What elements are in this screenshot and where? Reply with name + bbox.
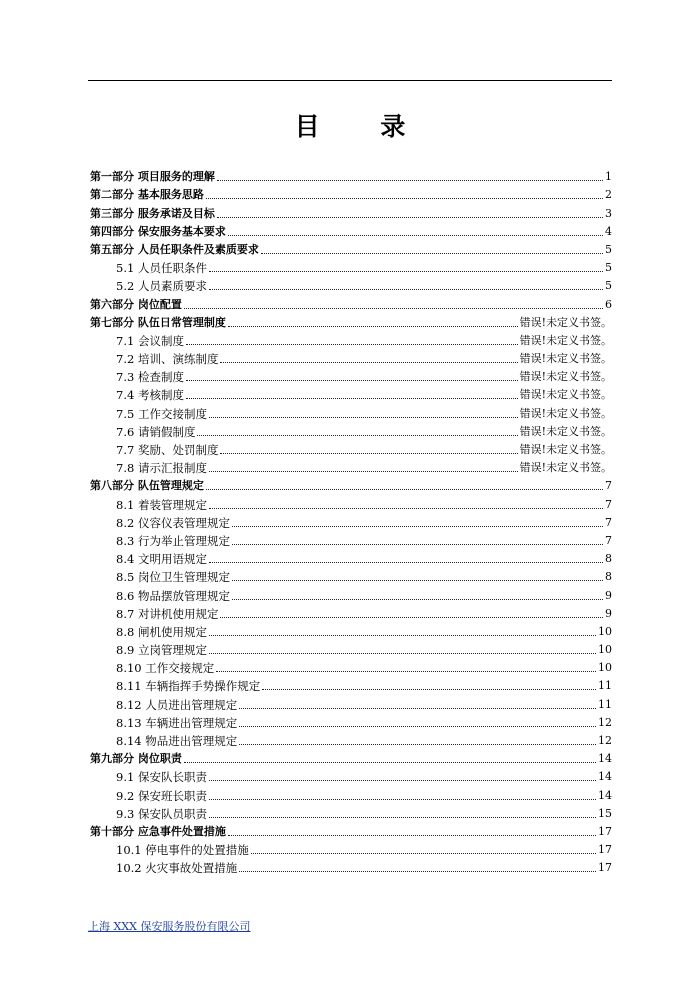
page-title: 目 录 <box>294 112 432 141</box>
toc-dot-leader <box>261 250 603 254</box>
toc-dot-leader <box>239 705 596 709</box>
toc-sub-entry[interactable] <box>88 548 612 566</box>
toc-entry-label: 8.12 人员进出管理规定 <box>116 697 238 712</box>
toc-page-number: 14 <box>598 752 612 766</box>
toc-part-entry[interactable] <box>88 312 612 330</box>
toc-sub-entry[interactable] <box>88 857 612 875</box>
toc-dot-leader <box>232 577 603 581</box>
footer-company-link[interactable]: 上海 XXX 保安服务股份有限公司 <box>88 920 251 933</box>
toc-entry-label: 第三部分 服务承诺及目标 <box>90 206 215 220</box>
toc-page-number: 3 <box>605 206 612 220</box>
toc-entry-label: 7.6 请销假制度 <box>116 424 196 439</box>
toc-sub-entry[interactable] <box>88 493 612 511</box>
toc-sub-entry[interactable] <box>88 639 612 657</box>
toc-dot-leader <box>209 814 596 818</box>
toc-entry-label: 7.3 检查制度 <box>116 370 184 385</box>
toc-page-number: 10 <box>598 624 612 638</box>
toc-entry-label: 第二部分 基本服务思路 <box>90 188 204 202</box>
toc-page-number: 错误!未定义书签。 <box>519 315 612 329</box>
toc-sub-entry[interactable] <box>88 512 612 530</box>
toc-page-number: 错误!未定义书签。 <box>519 424 612 438</box>
toc-sub-entry[interactable] <box>88 766 612 784</box>
toc-entry-label: 9.1 保安队长职责 <box>116 770 207 785</box>
table-of-contents <box>88 166 612 875</box>
toc-entry-label: 第六部分 岗位配置 <box>90 297 182 311</box>
toc-dot-leader <box>209 650 596 654</box>
toc-part-entry[interactable] <box>88 184 612 202</box>
toc-page-number: 12 <box>598 715 612 729</box>
toc-entry-label: 第四部分 保安服务基本要求 <box>90 224 226 238</box>
toc-page-number: 12 <box>598 734 612 747</box>
toc-sub-entry[interactable] <box>88 330 612 348</box>
toc-entry-label: 8.14 物品进出管理规定 <box>116 734 238 748</box>
toc-entry-label: 10.1 停电事件的处置措施 <box>116 843 249 858</box>
toc-page-number: 2 <box>605 188 612 202</box>
toc-entry-label: 5.2 人员素质要求 <box>116 279 207 294</box>
toc-page-number: 17 <box>598 861 612 875</box>
toc-sub-entry[interactable] <box>88 584 612 602</box>
toc-entry-label: 8.7 对讲机使用规定 <box>116 606 219 621</box>
toc-dot-leader <box>209 777 596 781</box>
toc-entry-label: 第七部分 队伍日常管理制度 <box>90 315 226 329</box>
toc-part-entry[interactable] <box>88 475 612 493</box>
toc-page-number: 14 <box>598 788 612 802</box>
toc-dot-leader <box>209 414 518 418</box>
toc-page-number: 17 <box>598 843 612 857</box>
toc-entry-label: 8.4 文明用语规定 <box>116 552 207 567</box>
toc-entry-label: 8.11 车辆指挥手势操作规定 <box>116 679 261 694</box>
toc-entry-label: 7.2 培训、演练制度 <box>116 352 219 367</box>
toc-page-number: 8 <box>605 570 612 584</box>
toc-dot-leader <box>209 505 603 509</box>
toc-sub-entry[interactable] <box>88 275 612 293</box>
toc-part-entry[interactable] <box>88 293 612 311</box>
toc-part-entry[interactable] <box>88 221 612 239</box>
toc-dot-leader <box>232 596 603 600</box>
toc-page-number: 9 <box>605 606 612 620</box>
toc-dot-leader <box>220 359 517 363</box>
toc-sub-entry[interactable] <box>88 603 612 621</box>
toc-dot-leader <box>251 850 596 854</box>
toc-page-number: 8 <box>605 552 612 566</box>
toc-dot-leader <box>228 323 518 327</box>
toc-sub-entry[interactable] <box>88 530 612 548</box>
toc-dot-leader <box>239 741 596 745</box>
toc-dot-leader <box>197 432 517 436</box>
toc-entry-label: 第一部分 项目服务的理解 <box>90 170 215 184</box>
toc-page-number: 9 <box>605 588 612 602</box>
toc-page-number: 5 <box>605 279 612 293</box>
toc-entry-label: 8.9 立岗管理规定 <box>116 643 207 658</box>
toc-entry-label: 5.1 人员任职条件 <box>116 261 207 276</box>
toc-sub-entry[interactable] <box>88 621 612 639</box>
toc-entry-label: 8.8 闸机使用规定 <box>116 624 207 639</box>
toc-page-number: 7 <box>605 515 612 529</box>
toc-sub-entry[interactable] <box>88 348 612 366</box>
toc-entry-label: 7.4 考核制度 <box>116 388 184 403</box>
toc-entry-label: 9.2 保安班长职责 <box>116 788 207 803</box>
toc-dot-leader <box>186 341 518 345</box>
toc-entry-label: 7.8 请示汇报制度 <box>116 461 207 476</box>
toc-dot-leader <box>209 268 603 272</box>
toc-page-number: 7 <box>605 479 612 493</box>
toc-dot-leader <box>232 541 603 545</box>
toc-dot-leader <box>220 614 603 618</box>
toc-page-number: 错误!未定义书签。 <box>519 333 612 347</box>
toc-sub-entry[interactable] <box>88 784 612 802</box>
toc-dot-leader <box>228 232 603 236</box>
toc-entry-label: 8.6 物品摆放管理规定 <box>116 588 230 603</box>
toc-dot-leader <box>209 632 596 636</box>
toc-dot-leader <box>239 868 596 872</box>
toc-part-entry[interactable] <box>88 202 612 220</box>
toc-entry-label: 8.3 行为举止管理规定 <box>116 533 230 548</box>
toc-sub-entry[interactable] <box>88 730 612 748</box>
toc-dot-leader <box>216 668 596 672</box>
toc-sub-entry[interactable] <box>88 421 612 439</box>
toc-dot-leader <box>209 559 603 563</box>
toc-page-number: 6 <box>605 297 612 311</box>
toc-sub-entry[interactable] <box>88 839 612 857</box>
toc-page-number: 15 <box>598 806 612 820</box>
toc-entry-label: 10.2 火灾事故处置措施 <box>116 861 238 876</box>
toc-entry-label: 7.1 会议制度 <box>116 333 184 348</box>
header-rule <box>88 80 612 81</box>
toc-entry-label: 9.3 保安队员职责 <box>116 806 207 821</box>
toc-dot-leader <box>232 523 603 527</box>
toc-dot-leader <box>186 395 518 399</box>
toc-sub-entry[interactable] <box>88 693 612 711</box>
toc-page-number: 5 <box>605 242 612 256</box>
toc-sub-entry[interactable] <box>88 566 612 584</box>
toc-sub-entry[interactable] <box>88 384 612 402</box>
toc-dot-leader <box>209 468 518 472</box>
toc-dot-leader <box>186 377 518 381</box>
toc-page-number: 14 <box>598 770 612 784</box>
toc-entry-label: 8.5 岗位卫生管理规定 <box>116 570 230 585</box>
toc-page-number: 10 <box>598 643 612 657</box>
toc-part-entry[interactable] <box>88 748 612 766</box>
toc-dot-leader <box>262 686 596 690</box>
toc-entry-label: 第五部分 人员任职条件及素质要求 <box>90 242 259 256</box>
toc-page-number: 错误!未定义书签。 <box>519 406 612 420</box>
toc-page-number: 11 <box>598 679 612 693</box>
toc-dot-leader <box>209 286 603 290</box>
toc-dot-leader <box>206 195 603 199</box>
toc-dot-leader <box>239 723 596 727</box>
toc-part-entry[interactable] <box>88 821 612 839</box>
toc-dot-leader <box>220 450 517 454</box>
toc-dot-leader <box>206 486 603 490</box>
toc-sub-entry[interactable] <box>88 712 612 730</box>
toc-part-entry[interactable] <box>88 166 612 184</box>
toc-page-number: 错误!未定义书签。 <box>519 370 612 384</box>
toc-sub-entry[interactable] <box>88 803 612 821</box>
toc-page-number: 7 <box>605 497 612 511</box>
toc-page-number: 错误!未定义书签。 <box>519 352 612 366</box>
toc-page-number: 11 <box>598 697 612 711</box>
toc-page-number: 10 <box>598 661 612 675</box>
toc-entry-label: 第九部分 岗位职责 <box>90 752 182 766</box>
toc-entry-label: 7.7 奖励、处罚制度 <box>116 443 219 457</box>
toc-page-number: 7 <box>605 533 612 547</box>
toc-entry-label: 第十部分 应急事件处置措施 <box>90 824 226 838</box>
toc-entry-label: 7.5 工作交接制度 <box>116 406 207 421</box>
toc-page-number: 1 <box>605 170 612 184</box>
toc-sub-entry[interactable] <box>88 402 612 420</box>
toc-dot-leader <box>217 177 603 181</box>
toc-sub-entry[interactable] <box>88 657 612 675</box>
toc-sub-entry[interactable] <box>88 675 612 693</box>
toc-sub-entry[interactable] <box>88 439 612 457</box>
toc-entry-label: 第八部分 队伍管理规定 <box>90 479 204 493</box>
toc-page-number: 5 <box>605 261 612 275</box>
toc-page-number: 错误!未定义书签。 <box>519 388 612 402</box>
toc-sub-entry[interactable] <box>88 457 612 475</box>
toc-dot-leader <box>184 759 596 763</box>
toc-dot-leader <box>184 305 603 309</box>
toc-part-entry[interactable] <box>88 239 612 257</box>
toc-entry-label: 8.13 车辆进出管理规定 <box>116 715 238 730</box>
toc-dot-leader <box>209 796 596 800</box>
toc-page-number: 4 <box>605 224 612 238</box>
toc-sub-entry[interactable] <box>88 366 612 384</box>
toc-page-number: 错误!未定义书签。 <box>519 443 612 456</box>
toc-page-number: 17 <box>598 824 612 838</box>
toc-entry-label: 8.2 仪容仪表管理规定 <box>116 515 230 530</box>
toc-dot-leader <box>228 832 596 836</box>
toc-dot-leader <box>217 214 603 218</box>
toc-sub-entry[interactable] <box>88 257 612 275</box>
toc-page-number: 错误!未定义书签。 <box>519 461 612 475</box>
toc-entry-label: 8.10 工作交接规定 <box>116 661 215 676</box>
toc-entry-label: 8.1 着装管理规定 <box>116 497 207 512</box>
